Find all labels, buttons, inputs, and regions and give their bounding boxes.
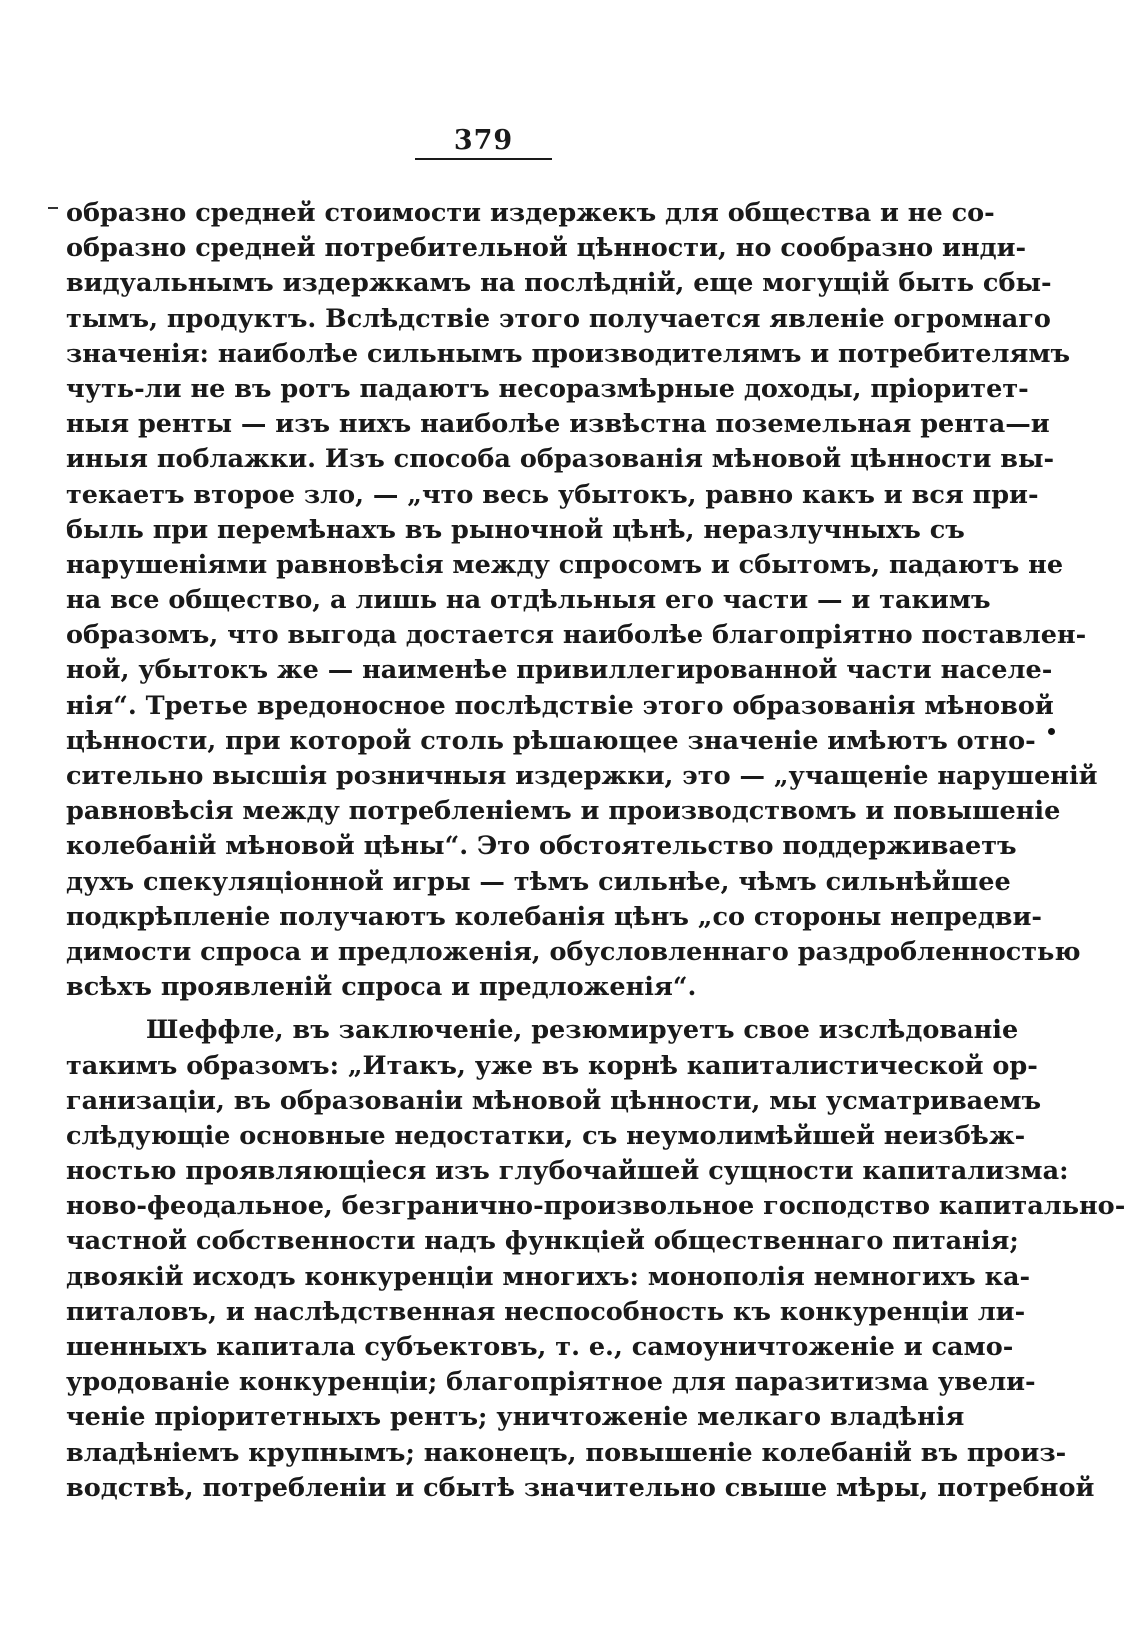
text-line: частной собственности надъ функціей общественнаго питанія; (66, 1226, 1019, 1257)
margin-dot-mark (1048, 728, 1055, 735)
text-line: всѣхъ проявленій спроса и предложенія“. (66, 972, 697, 1003)
text-line: шенныхъ капитала субъектовъ, т. е., самоуничтоженіе и само- (66, 1332, 1014, 1362)
text-line: ченіе пріоритетныхъ рентъ; уничтоженіе мелкаго владѣнія (66, 1402, 965, 1433)
page-number: 379 (453, 125, 514, 156)
text-line: Шеффле, въ заключеніе, резюмируетъ свое изслѣдованіе (146, 1015, 1019, 1046)
text-line: чуть-ли не въ ротъ падаютъ несоразмѣрные доходы, пріоритет- (66, 373, 1029, 404)
text-line: колебаній мѣновой цѣны“. Это обстоятельство поддерживаетъ (66, 831, 1017, 862)
text-line: тымъ, продуктъ. Вслѣдствіе этого получается явленіе огромнаго (66, 303, 1051, 334)
text-line: питаловъ, и наслѣдственная неспособность къ конкуренціи ли- (66, 1296, 1026, 1327)
text-line: иныя поблажки. Изъ способа образованія мѣновой цѣнности вы- (66, 444, 1055, 475)
text-line: образно средней стоимости издержекъ для общества и не со- (66, 198, 995, 228)
text-line: цѣнности, при которой столь рѣшающее значеніе имѣютъ отно- (66, 725, 1036, 756)
page-number-rule (415, 158, 552, 160)
text-line: образомъ, что выгода достается наиболѣе благопріятно поставлен- (66, 620, 1087, 651)
text-line: водствѣ, потребленіи и сбытѣ значительно свыше мѣры, потребной (66, 1472, 1095, 1503)
text-line: ныя ренты — изъ нихъ наиболѣе извѣстна поземельная рента—и (66, 409, 1050, 440)
text-line: владѣніемъ крупнымъ; наконецъ, повышеніе колебаній въ произ- (66, 1437, 1067, 1468)
text-line: образно средней потребительной цѣнности, но сообразно инди- (66, 233, 1027, 264)
text-line: сительно высшія розничныя издержки, это — „учащеніе нарушеній (66, 761, 1098, 791)
text-line: подкрѣпленіе получаютъ колебанія цѣнъ „со стороны непредви- (66, 901, 1042, 932)
body-text (66, 196, 1126, 1506)
text-line: димости спроса и предложенія, обусловленнаго раздробленностью (66, 936, 1081, 967)
text-line: равновѣсія между потребленіемъ и производствомъ и повышеніе (66, 796, 1061, 827)
text-line: значенія: наиболѣе сильнымъ производителямъ и потребителямъ (66, 338, 1071, 369)
paragraph (66, 196, 1098, 1005)
text-line: ностью проявляющіеся изъ глубочайшей сущности капитализма: (66, 1156, 1069, 1187)
text-line: духъ спекуляціонной игры — тѣмъ сильнѣе, чѣмъ сильнѣйшее (66, 866, 1011, 897)
text-line: ново-феодальное, безгранично-произвольное господство капитально- (66, 1191, 1126, 1222)
text-line: нія“. Третье вредоносное послѣдствіе этого образованія мѣновой (66, 690, 1054, 721)
text-line: на все общество, а лишь на отдѣльныя его части — и такимъ (66, 585, 991, 616)
text-line: двоякій исходъ конкуренціи многихъ: монополія немногихъ ка- (66, 1261, 1031, 1292)
text-line: ной, убытокъ же — наименѣе привиллегированной части населе- (66, 655, 1053, 686)
text-line: слѣдующіе основные недостатки, съ неумолимѣйшей неизбѣж- (66, 1120, 1026, 1151)
paragraph-gap (66, 1005, 909, 1013)
margin-tick-mark (48, 207, 58, 209)
text-line: нарушеніями равновѣсія между спросомъ и сбытомъ, падаютъ не (66, 549, 1064, 580)
paragraph (66, 1013, 1126, 1506)
text-line: быль при перемѣнахъ въ рыночной цѣнѣ, неразлучныхъ съ (66, 514, 965, 545)
text-line: видуальнымъ издержкамъ на послѣдній, еще могущій быть сбы- (66, 268, 1052, 299)
text-line: текаетъ второе зло, — „что весь убытокъ, равно какъ и вся при- (66, 479, 1039, 510)
text-line: уродованіе конкуренціи; благопріятное для паразитизма увели- (66, 1367, 1036, 1398)
text-line: такимъ образомъ: „Итакъ, уже въ корнѣ капиталистической ор- (66, 1050, 1038, 1081)
text-line: ганизаціи, въ образованіи мѣновой цѣнности, мы усматриваемъ (66, 1085, 1042, 1116)
